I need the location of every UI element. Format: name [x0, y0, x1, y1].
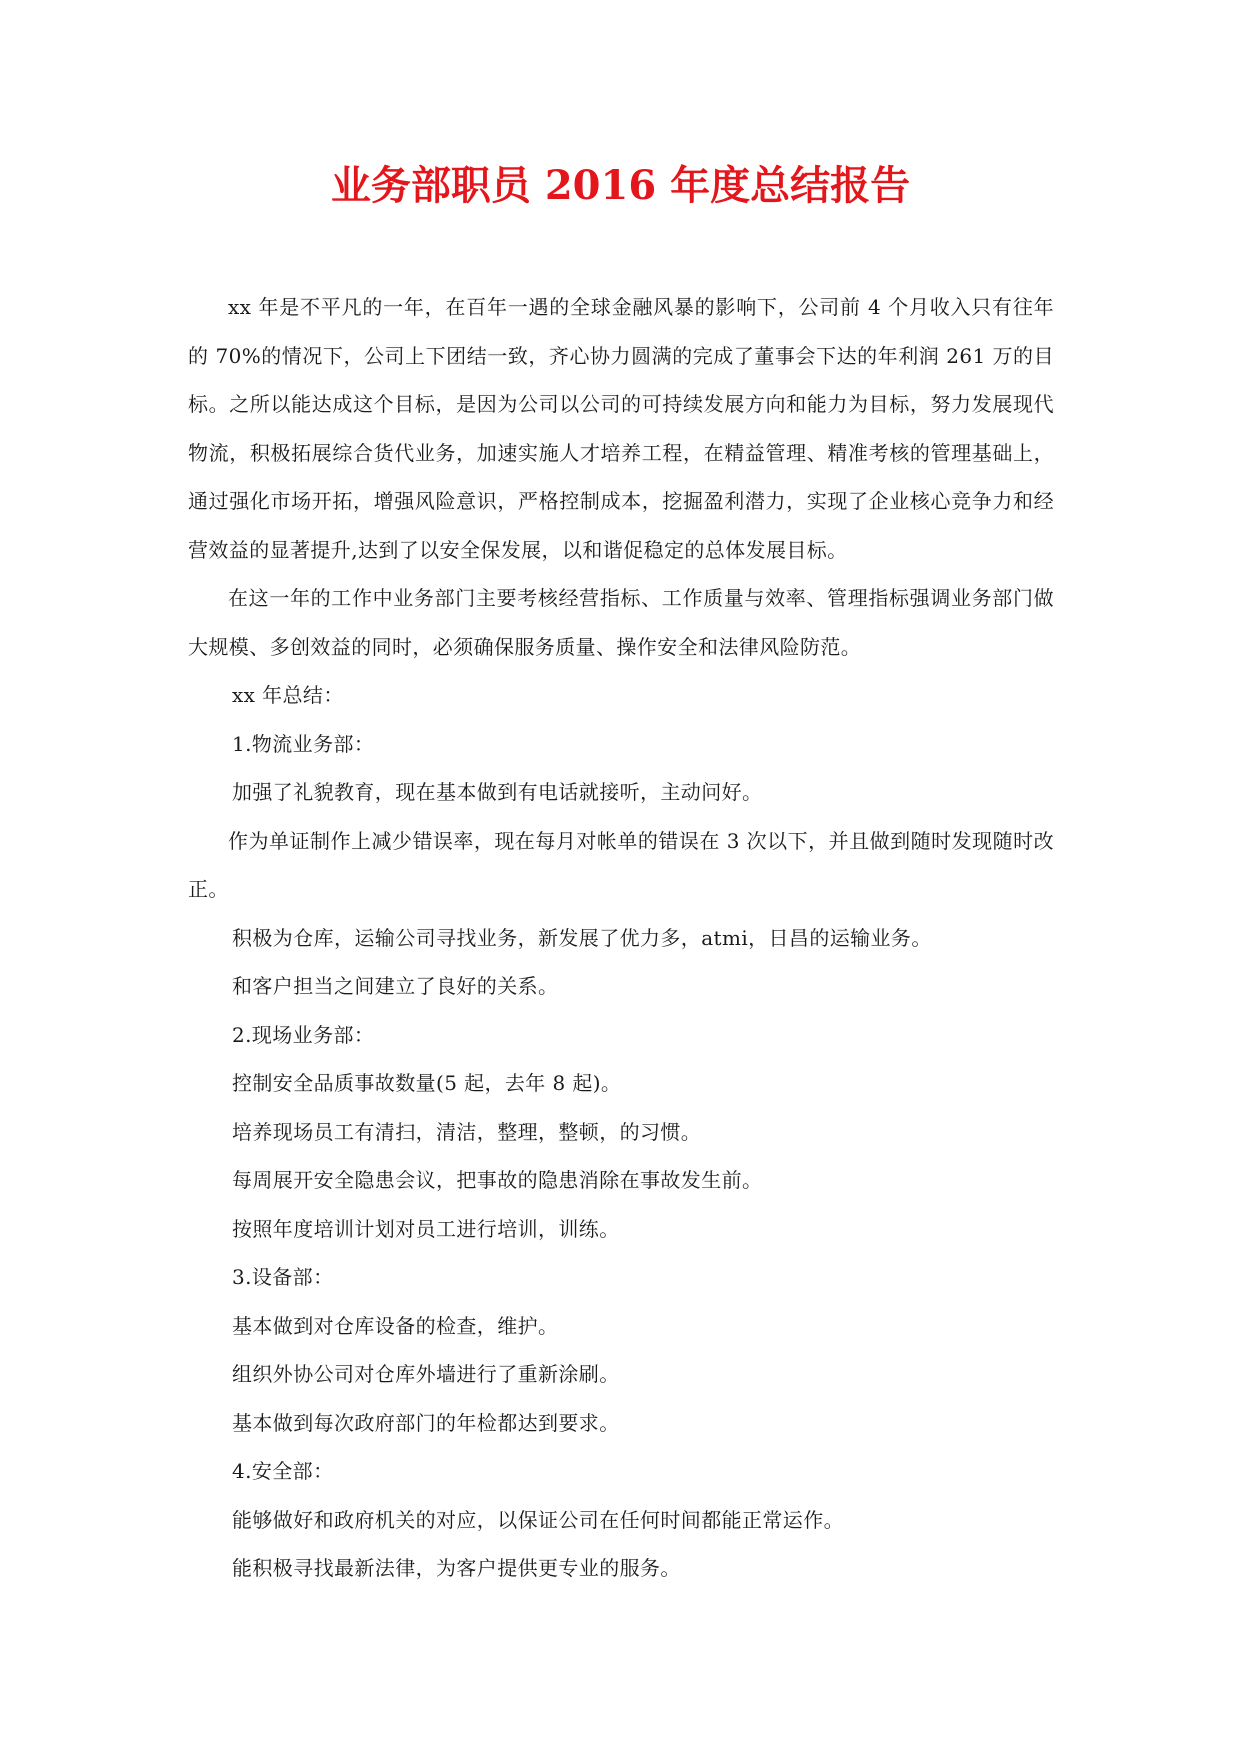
- section-heading-logistics: 1.物流业务部：: [232, 731, 375, 756]
- list-item: 每周展开安全隐患会议，把事故的隐患消除在事故发生前。: [232, 1168, 763, 1192]
- list-item: 控制安全品质事故数量(5 起，去年 8 起)。: [232, 1071, 622, 1095]
- list-item: 组织外协公司对仓库外墙进行了重新涂刷。: [232, 1362, 620, 1386]
- section-heading-safety: 4.安全部：: [232, 1459, 334, 1483]
- list-item: 基本做到每次政府部门的年检都达到要求。: [232, 1410, 620, 1435]
- list-item: 培养现场员工有清扫，清洁，整理，整顿，的习惯。: [232, 1119, 702, 1144]
- summary-heading: xx 年总结：: [232, 683, 344, 707]
- document-body: [188, 283, 1054, 1593]
- list-item: 能够做好和政府机关的对应，以保证公司在任何时间都能正常运作。: [232, 1507, 844, 1532]
- list-item: 按照年度培训计划对员工进行培训，训练。: [232, 1216, 620, 1241]
- list-item: 能积极寻找最新法律，为客户提供更专业的服务。: [232, 1556, 681, 1580]
- list-item: 作为单证制作上减少错误率，现在每月对帐单的错误在 3 次以下，并且做到随时发现随时改正。: [188, 828, 1054, 901]
- intro-paragraph: xx 年是不平凡的一年，在百年一遇的全球金融风暴的影响下，公司前 4 个月收入只有往年的 70%的情况下，公司上下团结一致，齐心协力圆满的完成了董事会下达的年利润 261 万的目标。之所以能达成这个目标，是因为公司以公司的可持续发展方向和能力为目标，努力发展现代物流，积极拓展综合货代业务，加速实施人才培养工程，在精益管理、精准考核的管理基础上，通过强化市场开拓，增强风险意识，严格控制成本，挖掘盈利潜力，实现了企业核心竞争力和经营效益的显著提升,达到了以安全保发展，以和谐促稳定的总体发展目标。: [188, 295, 1054, 562]
- list-item: 积极为仓库，运输公司寻找业务，新发展了优力多，atmi，日昌的运输业务。: [232, 925, 932, 950]
- list-item: 和客户担当之间建立了良好的关系。: [232, 974, 559, 998]
- list-item: 基本做到对仓库设备的检查，维护。: [232, 1313, 559, 1338]
- focus-paragraph: 在这一年的工作中业务部门主要考核经营指标、工作质量与效率、管理指标强调业务部门做大规模、多创效益的同时，必须确保服务质量、操作安全和法律风险防范。: [188, 586, 1054, 659]
- section-heading-onsite: 2.现场业务部：: [232, 1022, 375, 1047]
- section-heading-equipment: 3.设备部：: [232, 1265, 334, 1289]
- document-title: 业务部职员 2016 年度总结报告: [330, 162, 911, 209]
- list-item: 加强了礼貌教育，现在基本做到有电话就接听，主动问好。: [232, 780, 763, 804]
